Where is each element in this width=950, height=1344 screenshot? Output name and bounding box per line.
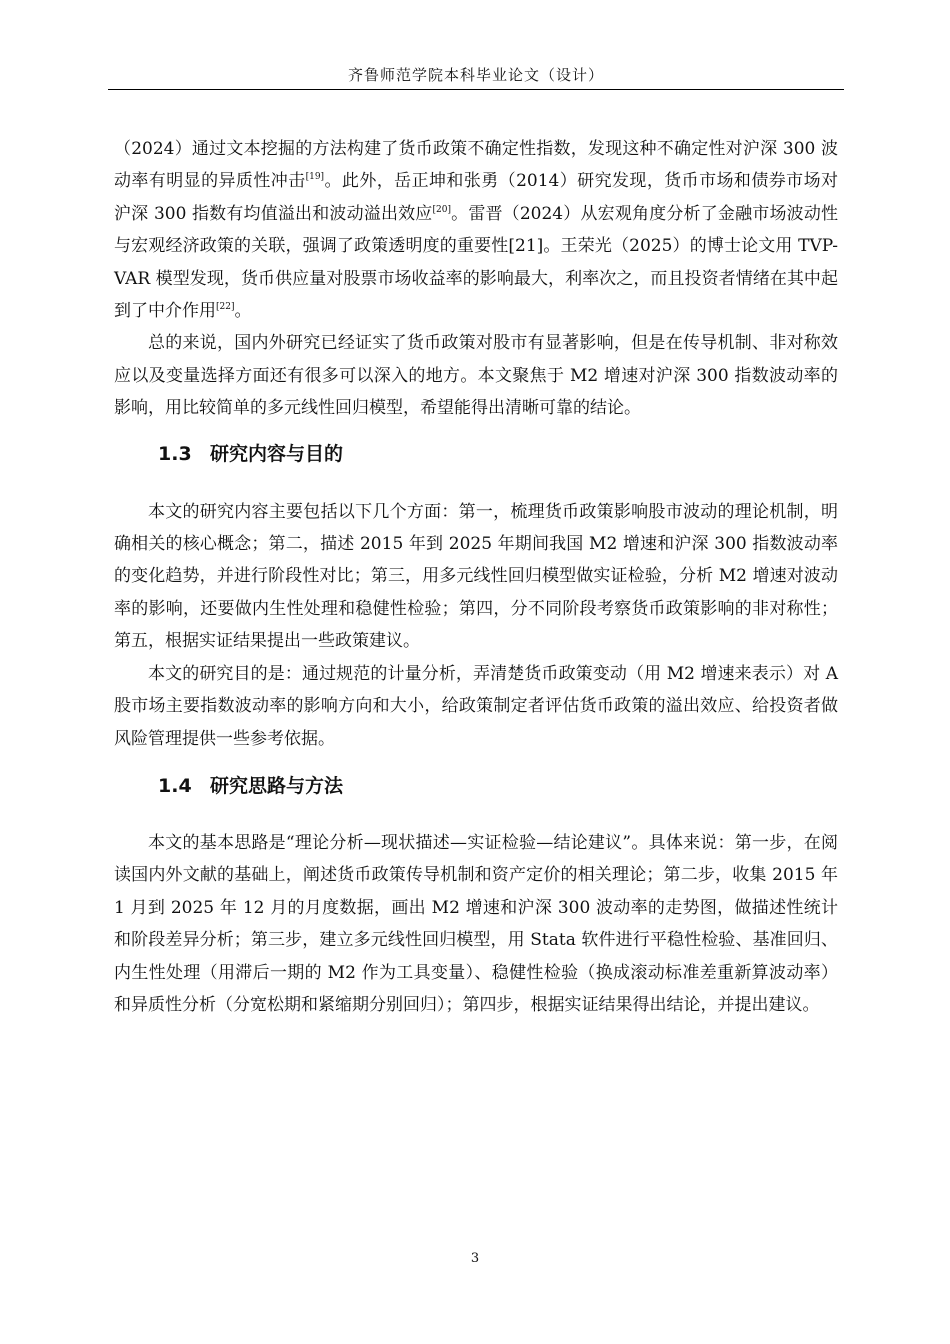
paragraph-literature-continued: [114, 133, 838, 327]
section-number: 1.3: [158, 442, 192, 465]
citation-19: [19]: [305, 172, 325, 183]
page-body: [114, 133, 838, 1021]
paragraph-text: （2024）通过文本挖掘的方法构建了货币政策不确定性指数，发现这种不确定性对沪深 300 波动率有明显的异质性冲击: [114, 139, 838, 192]
section-title: 研究内容与目的: [210, 442, 344, 465]
paragraph-research-approach: 本文的基本思路是“理论分析—现状描述—实证检验—结论建议”。具体来说：第一步，在阅读国内外文献的基础上，阐述货币政策传导机制和资产定价的相关理论；第二步，收集 2015 年 1 月到 2025 年 12 月的月度数据，画出 M2 增速和沪深 300 波动率的走势图，做描述性统计和阶段差异分析；第三步，建立多元线性回归模型，用 Stata 软件进行平稳性检验、基准回归、内生性处理（用滞后一期的 M2 作为工具变量）、稳健性检验（换成滚动标准差重新算波动率）和异质性分析（分宽松期和紧缩期分别回归）；第四步，根据实证结果得出结论，并提出建议。: [114, 832, 838, 1015]
paragraph-research-content: 本文的研究内容主要包括以下几个方面：第一，梳理货币政策影响股市波动的理论机制，明确相关的核心概念；第二，描述 2015 年到 2025 年期间我国 M2 增速和沪深 300 指数波动率的变化趋势，并进行阶段性对比；第三，用多元线性回归模型做实证检验，分析 M2 增速对波动率的影响，还要做内生性处理和稳健性检验；第四，分不同阶段考察货币政策影响的非对称性；第五，根据实证结果提出一些政策建议。: [114, 501, 838, 652]
section-number: 1.4: [158, 774, 192, 797]
paragraph-text: 。: [234, 301, 252, 322]
header-rule: [108, 89, 844, 90]
running-header: 齐鲁师范学院本科毕业论文（设计）: [347, 66, 604, 84]
citation-22: [22]: [216, 302, 235, 313]
paragraph-text: 。雷晋（2024）从宏观角度分析了金融市场波动性与宏观经济政策的关联，强调了政策透明度的重要性[21]。王荣光（2025）的博士论文用 TVP-VAR 模型发现，货币供应量对股票市场收益率的影响最大，利率次之，而且投资者情绪在其中起到了中介作用: [114, 203, 838, 322]
citation-20: [20]: [432, 204, 451, 215]
section-heading-1-3: [114, 441, 838, 467]
paragraph-research-purpose: 本文的研究目的是：通过规范的计量分析，弄清楚货币政策变动（用 M2 增速来表示）对 A 股市场主要指数波动率的影响方向和大小，给政策制定者评估货币政策的溢出效应、给投资者做风险管理提供一些参考依据。: [114, 663, 838, 749]
paragraph-summary: 总的来说，国内外研究已经证实了货币政策对股市有显著影响，但是在传导机制、非对称效应以及变量选择方面还有很多可以深入的地方。本文聚焦于 M2 增速对沪深 300 指数波动率的影响，用比较简单的多元线性回归模型，希望能得出清晰可靠的结论。: [114, 333, 838, 419]
section-heading-1-4: [114, 773, 838, 799]
page-number: 3: [470, 1251, 480, 1266]
section-title: 研究思路与方法: [210, 774, 344, 797]
paragraph-text: 。此外，岳正坤和张勇（2014）研究发现，货币市场和债券市场对沪深 300 指数有均值溢出和波动溢出效应: [114, 171, 839, 224]
